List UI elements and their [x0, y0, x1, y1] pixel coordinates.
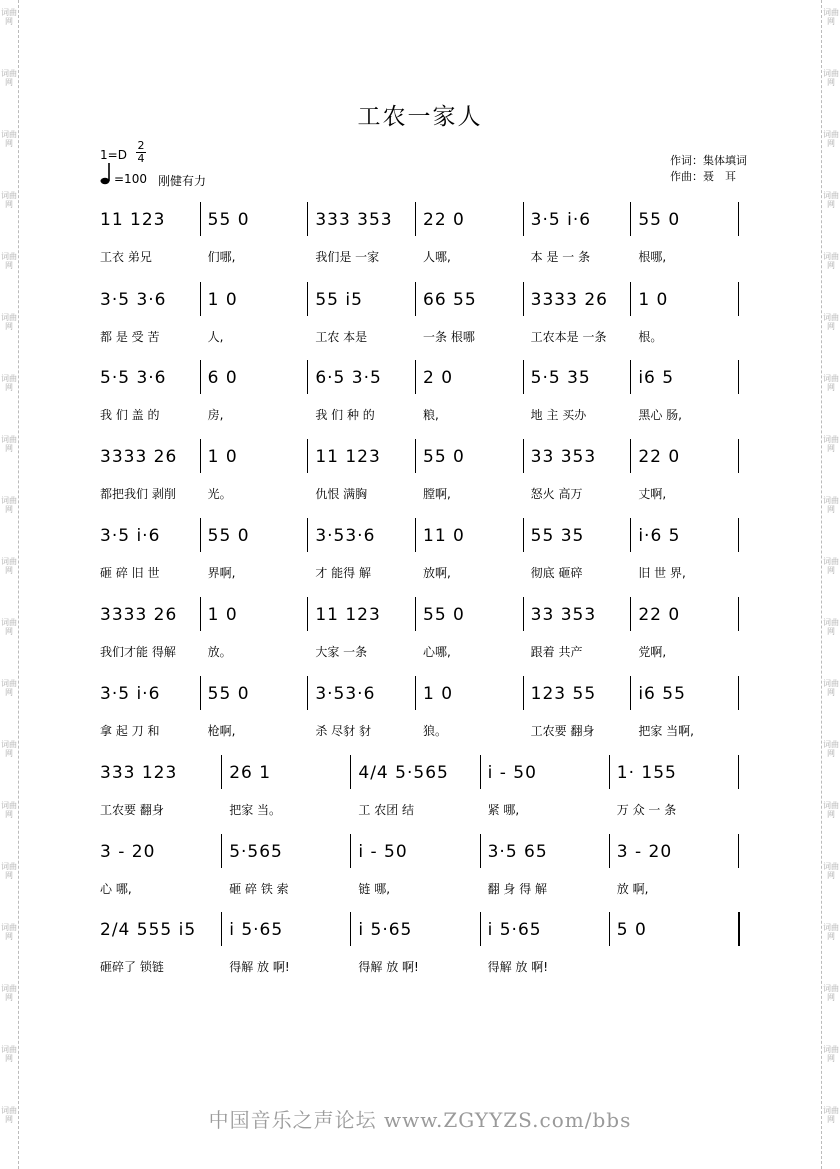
lyric-segment: 仇恨 满胸 — [315, 487, 368, 501]
bar-line — [200, 282, 201, 316]
bar-line — [415, 439, 416, 473]
lyric-segment: 根哪, — [638, 250, 667, 264]
bar-line — [200, 676, 201, 710]
bar-line — [307, 202, 308, 236]
measure: 11 123 — [100, 210, 166, 230]
side-watermark-mark: 词曲网 — [823, 313, 839, 331]
bar-line — [738, 360, 739, 394]
measure: 123 55 — [530, 684, 597, 704]
side-watermark-mark: 词曲网 — [1, 374, 17, 392]
lyric-segment: 彻底 砸碎 — [530, 566, 583, 580]
lyric-segment: 们哪, — [207, 250, 236, 264]
side-watermark-mark: 词曲网 — [823, 679, 839, 697]
bar-line — [221, 834, 222, 868]
side-watermark-mark: 词曲网 — [823, 618, 839, 636]
time-signature-bottom: 4 — [137, 152, 145, 165]
bar-line — [200, 518, 201, 552]
side-watermark-mark: 词曲网 — [823, 557, 839, 575]
measure: 333 353 — [315, 210, 393, 230]
bar-line — [415, 597, 416, 631]
lyric-segment: 都 是 受 苦 — [100, 330, 160, 344]
bar-line — [200, 202, 201, 236]
measure: 26 1 — [229, 763, 272, 783]
measure: 33 353 — [530, 605, 597, 625]
lyric-segment: 工 农团 结 — [358, 803, 415, 817]
measure: i 5·65 — [229, 920, 284, 940]
measure: 66 55 — [423, 290, 477, 310]
measure: 33 353 — [530, 447, 597, 467]
measure: 3 - 20 — [616, 842, 673, 862]
lyric-segment: 怒火 高万 — [530, 487, 583, 501]
lyric-segment: 紧 哪, — [487, 803, 520, 817]
measure: 55 0 — [423, 605, 465, 625]
measure: 1· 155 — [616, 763, 677, 783]
lyric-segment: 得解 放 啊! — [229, 960, 290, 974]
notation-staff — [92, 832, 742, 876]
measure: 4/4 5·565 — [358, 763, 449, 783]
score-line — [92, 910, 742, 990]
measure: 3·5 i·6 — [100, 526, 161, 546]
measure: 55 0 — [207, 684, 250, 704]
lyric-segment: 丈啊, — [638, 487, 667, 501]
side-watermark-mark: 词曲网 — [823, 435, 839, 453]
bar-line — [221, 912, 222, 946]
notation-staff — [92, 437, 742, 481]
composer-credit: 作曲：聂 耳 — [670, 170, 736, 183]
lyric-segment: 界啊, — [207, 566, 236, 580]
bar-line — [307, 676, 308, 710]
lyric-segment: 旧 世 界, — [638, 566, 686, 580]
lyric-segment: 链 哪, — [358, 882, 391, 896]
lyric-segment: 心 哪, — [100, 882, 132, 896]
lyric-segment: 我 们 种 的 — [315, 408, 375, 422]
bar-line — [200, 439, 201, 473]
measure: 3·5 i·6 — [530, 210, 592, 230]
bar-line — [415, 360, 416, 394]
lyric-segment: 砸 碎 旧 世 — [100, 566, 160, 580]
bar-line — [523, 282, 524, 316]
bar-line — [307, 597, 308, 631]
measure: 1 0 — [423, 684, 454, 704]
lyric-segment: 房, — [207, 408, 224, 422]
notation-staff — [92, 753, 742, 797]
side-watermark-mark: 词曲网 — [1, 801, 17, 819]
notation-staff — [92, 910, 742, 954]
lyric-segment: 根。 — [638, 330, 663, 344]
side-watermark-mark: 词曲网 — [1, 252, 17, 270]
score-line — [92, 674, 742, 754]
bar-line — [738, 834, 739, 868]
lyric-segment: 黑心 肠, — [638, 408, 682, 422]
measure: 5 0 — [616, 920, 647, 940]
lyric-segment: 党啊, — [638, 645, 667, 659]
measure: 6 0 — [207, 368, 238, 388]
bar-line — [307, 439, 308, 473]
measure: 55 0 — [423, 447, 465, 467]
measure: 6·5 3·5 — [315, 368, 382, 388]
side-watermark-mark: 词曲网 — [823, 740, 839, 758]
bar-line — [350, 834, 351, 868]
lyric-segment: 砸碎了 锁链 — [100, 960, 164, 974]
lyric-segment: 粮, — [423, 408, 439, 422]
side-watermark-mark: 词曲网 — [1, 984, 17, 1002]
side-watermark-mark: 词曲网 — [1, 313, 17, 331]
score-line — [92, 516, 742, 596]
side-watermark-mark: 词曲网 — [1, 435, 17, 453]
score-line — [92, 200, 742, 280]
side-watermark-mark: 词曲网 — [823, 496, 839, 514]
bar-line — [630, 282, 631, 316]
side-watermark-mark: 词曲网 — [823, 252, 839, 270]
lyric-segment: 放。 — [207, 645, 232, 659]
measure: i 5·65 — [358, 920, 413, 940]
measure: 55 i5 — [315, 290, 363, 310]
bar-line — [609, 834, 610, 868]
side-watermark-mark: 词曲网 — [1, 557, 17, 575]
measure: 1 0 — [207, 290, 238, 310]
time-signature-top: 2 — [137, 139, 145, 152]
bar-line — [738, 597, 739, 631]
notation-staff — [92, 358, 742, 402]
bar-line — [523, 597, 524, 631]
bar-line — [738, 755, 739, 789]
measure: 11 0 — [423, 526, 465, 546]
final-bar-line — [738, 912, 740, 946]
score-line — [92, 753, 742, 833]
tempo-marking: =100 — [114, 172, 147, 186]
measure: 5·5 35 — [530, 368, 591, 388]
lyric-segment: 我们才能 得解 — [100, 645, 176, 659]
lyric-segment: 工农要 翻身 — [530, 724, 595, 738]
left-watermark-column — [0, 0, 18, 1169]
lyric-segment: 工衣 弟兄 — [100, 250, 152, 264]
side-watermark-mark: 词曲网 — [823, 1045, 839, 1063]
bar-line — [738, 282, 739, 316]
measure: 11 123 — [315, 605, 381, 625]
side-watermark-mark: 词曲网 — [823, 69, 839, 87]
side-watermark-mark: 词曲网 — [823, 984, 839, 1002]
side-watermark-mark: 词曲网 — [1, 923, 17, 941]
bar-line — [738, 439, 739, 473]
lyric-segment: 枪啊, — [207, 724, 236, 738]
bar-line — [523, 518, 524, 552]
side-watermark-mark: 词曲网 — [1, 8, 17, 26]
measure: 55 0 — [207, 210, 250, 230]
bar-line — [415, 676, 416, 710]
expression-marking: 刚健有力 — [158, 174, 207, 188]
score-line — [92, 280, 742, 360]
lyric-segment: 万 众 一 条 — [616, 803, 677, 817]
bar-line — [738, 676, 739, 710]
measure: i6 5 — [638, 368, 675, 388]
lyric-segment: 拿 起 刀 和 — [100, 724, 160, 738]
side-watermark-mark: 词曲网 — [823, 801, 839, 819]
bar-line — [200, 597, 201, 631]
measure: 3·53·6 — [315, 684, 376, 704]
measure: i 5·65 — [487, 920, 542, 940]
side-watermark-mark: 词曲网 — [1, 496, 17, 514]
measure: 3333 26 — [100, 605, 178, 625]
measure: 3333 26 — [530, 290, 608, 310]
lyric-segment: 我 们 盖 的 — [100, 408, 160, 422]
measure: 1 0 — [638, 290, 669, 310]
bar-line — [350, 755, 351, 789]
lyric-segment: 工农本是 一条 — [530, 330, 607, 344]
lyric-segment: 心哪, — [423, 645, 451, 659]
lyric-segment: 翻 身 得 解 — [487, 882, 548, 896]
lyric-segment: 工农 本是 — [315, 330, 368, 344]
time-signature — [136, 140, 146, 165]
notation-staff — [92, 200, 742, 244]
measure: 3·5 i·6 — [100, 684, 161, 704]
lyric-segment: 把家 当。 — [229, 803, 282, 817]
footer-watermark: 中国音乐之声论坛 www.ZGYYZS.com/bbs — [208, 1108, 632, 1132]
measure: 1 0 — [207, 605, 238, 625]
measure: 22 0 — [638, 447, 681, 467]
bar-line — [523, 360, 524, 394]
lyricist-credit: 作词：集体填词 — [670, 154, 747, 167]
lyric-segment: 光。 — [207, 487, 232, 501]
measure: 2/4 555 i5 — [100, 920, 197, 940]
notation-staff — [92, 674, 742, 718]
measure: 1 0 — [207, 447, 238, 467]
lyric-segment: 人哪, — [423, 250, 451, 264]
bar-line — [609, 755, 610, 789]
bar-line — [307, 282, 308, 316]
side-watermark-mark: 词曲网 — [823, 374, 839, 392]
bar-line — [523, 202, 524, 236]
lyric-segment: 工农要 翻身 — [100, 803, 164, 817]
measure: 22 0 — [423, 210, 465, 230]
bar-line — [415, 202, 416, 236]
right-watermark-column — [822, 0, 840, 1169]
bar-line — [630, 518, 631, 552]
score-line — [92, 437, 742, 517]
lyric-segment: 本 是 一 条 — [530, 250, 591, 264]
bar-line — [630, 597, 631, 631]
bar-line — [480, 912, 481, 946]
lyric-segment: 才 能得 解 — [315, 566, 371, 580]
bar-line — [609, 912, 610, 946]
lyric-segment: 把家 当啊, — [638, 724, 694, 738]
measure: 5·565 — [229, 842, 283, 862]
side-watermark-mark: 词曲网 — [1, 862, 17, 880]
side-watermark-mark: 词曲网 — [823, 130, 839, 148]
measure: 11 123 — [315, 447, 381, 467]
lyric-segment: 杀 尽豺 豺 — [315, 724, 371, 738]
bar-line — [350, 912, 351, 946]
lyric-segment: 跟着 共产 — [530, 645, 583, 659]
side-watermark-mark: 词曲网 — [1, 1106, 17, 1124]
measure: 3·5 3·6 — [100, 290, 167, 310]
lyric-segment: 得解 放 啊! — [358, 960, 419, 974]
measure: i - 50 — [358, 842, 408, 862]
bar-line — [630, 202, 631, 236]
side-watermark-mark: 词曲网 — [1, 740, 17, 758]
side-watermark-mark: 词曲网 — [823, 191, 839, 209]
side-watermark-mark: 词曲网 — [1, 130, 17, 148]
lyric-segment: 狼。 — [423, 724, 448, 738]
notation-staff — [92, 516, 742, 560]
bar-line — [630, 676, 631, 710]
lyric-segment: 地 主 买办 — [530, 408, 587, 422]
score-line — [92, 832, 742, 912]
score-line — [92, 358, 742, 438]
side-watermark-mark: 词曲网 — [823, 862, 839, 880]
bar-line — [200, 360, 201, 394]
notation-staff — [92, 280, 742, 324]
measure: 3333 26 — [100, 447, 178, 467]
measure: 3·53·6 — [315, 526, 376, 546]
bar-line — [523, 439, 524, 473]
measure: 22 0 — [638, 605, 681, 625]
bar-line — [738, 202, 739, 236]
bar-line — [480, 755, 481, 789]
measure: 55 0 — [207, 526, 250, 546]
song-title: 工农一家人 — [357, 104, 483, 130]
measure: i·6 5 — [638, 526, 681, 546]
side-watermark-mark: 词曲网 — [823, 8, 839, 26]
score-line — [92, 595, 742, 675]
lyric-segment: 砸 碎 铁 索 — [229, 882, 289, 896]
measure: 55 0 — [638, 210, 681, 230]
measure: 3·5 65 — [487, 842, 548, 862]
measure: i - 50 — [487, 763, 537, 783]
notation-staff — [92, 595, 742, 639]
lyric-segment: 我们是 一家 — [315, 250, 380, 264]
measure: 5·5 3·6 — [100, 368, 167, 388]
bar-line — [523, 676, 524, 710]
key-signature: 1=D — [100, 148, 127, 162]
side-watermark-mark: 词曲网 — [1, 191, 17, 209]
side-watermark-mark: 词曲网 — [1, 618, 17, 636]
lyric-segment: 膛啊, — [423, 487, 451, 501]
side-watermark-mark: 词曲网 — [823, 1106, 839, 1124]
bar-line — [630, 360, 631, 394]
bar-line — [307, 360, 308, 394]
bar-line — [415, 518, 416, 552]
measure: 333 123 — [100, 763, 178, 783]
lyric-segment: 放啊, — [423, 566, 451, 580]
side-watermark-mark: 词曲网 — [823, 923, 839, 941]
measure: 55 35 — [530, 526, 585, 546]
bar-line — [738, 518, 739, 552]
measure: 2 0 — [423, 368, 454, 388]
side-watermark-mark: 词曲网 — [1, 1045, 17, 1063]
lyric-segment: 人, — [207, 330, 224, 344]
quarter-note-icon — [100, 162, 114, 186]
credits — [670, 153, 747, 185]
lyric-segment: 放 啊, — [616, 882, 649, 896]
lyric-segment: 得解 放 啊! — [487, 960, 549, 974]
lyric-segment: 都把我们 剥削 — [100, 487, 176, 501]
bar-line — [307, 518, 308, 552]
bar-line — [630, 439, 631, 473]
lyric-segment: 大家 一条 — [315, 645, 368, 659]
bar-line — [221, 755, 222, 789]
measure: 3 - 20 — [100, 842, 156, 862]
side-watermark-mark: 词曲网 — [1, 679, 17, 697]
bar-line — [415, 282, 416, 316]
measure: i6 55 — [638, 684, 686, 704]
lyric-segment: 一条 根哪 — [423, 330, 475, 344]
bar-line — [480, 834, 481, 868]
side-watermark-mark: 词曲网 — [1, 69, 17, 87]
